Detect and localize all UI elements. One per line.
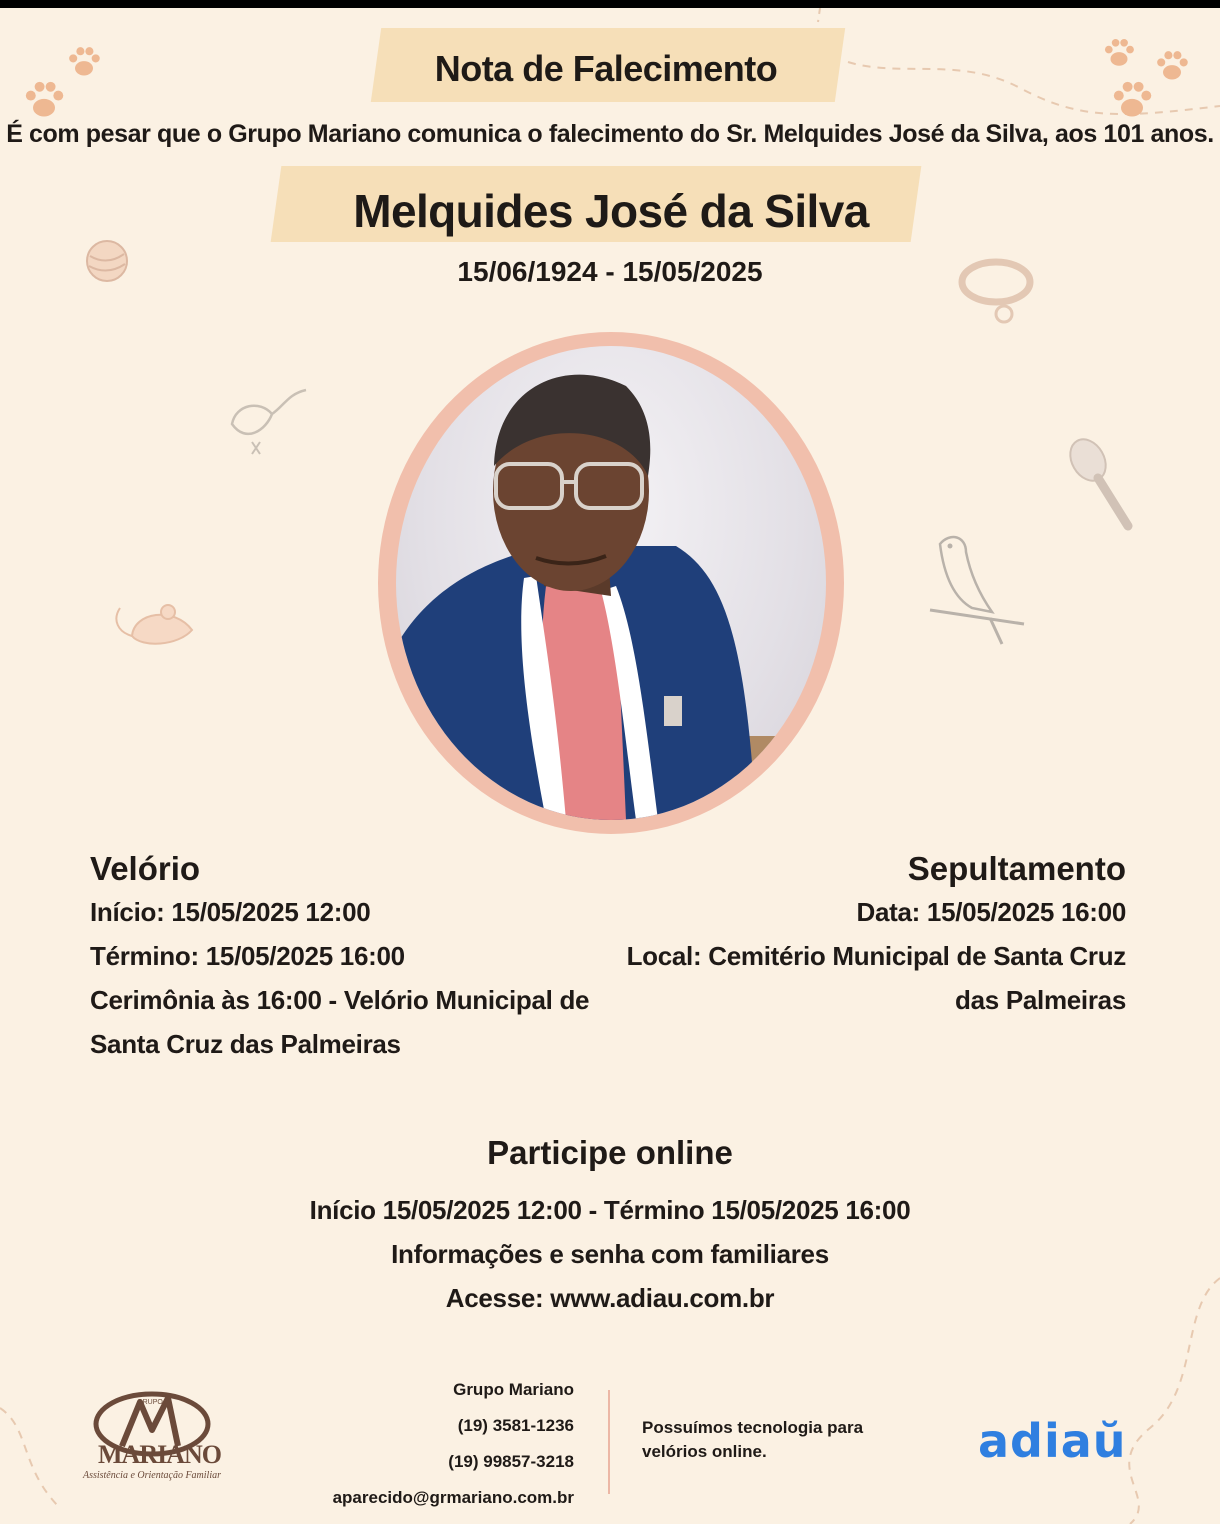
paw-print-icon: [1102, 36, 1136, 70]
online-info: Informações e senha com familiares: [391, 1239, 829, 1269]
online-title: Participe online: [487, 1134, 733, 1171]
adiau-logo: [978, 1410, 1158, 1480]
portrait-photo: [396, 346, 826, 820]
sepultamento-title: Sepultamento: [907, 850, 1126, 887]
parakeet-icon: [920, 528, 1030, 648]
footer-company: Grupo Mariano: [453, 1380, 574, 1399]
sepultamento-data: Data: 15/05/2025 16:00: [856, 897, 1126, 927]
footer-email[interactable]: aparecido@grmariano.com.br: [332, 1488, 574, 1507]
velorio-cerimonia-line-2: Santa Cruz das Palmeiras: [90, 1029, 401, 1059]
velorio-title: Velório: [90, 850, 201, 887]
online-access-link[interactable]: Acesse: www.adiau.com.br: [445, 1283, 775, 1313]
sepultamento-local-line-1: Local: Cemitério Municipal de Santa Cruz: [626, 941, 1126, 971]
portrait-illustration: [396, 346, 826, 820]
paw-print-icon: [1154, 48, 1190, 84]
online-periodo: Início 15/05/2025 12:00 - Término 15/05/2025 16:00: [309, 1195, 911, 1225]
brush-icon: [1066, 434, 1138, 534]
mariano-logo-subtitle: Assistência e Orientação Familiar: [82, 1470, 222, 1481]
deceased-name: Melquides José da Silva: [353, 185, 869, 237]
sepultamento-local-line-2: das Palmeiras: [955, 985, 1126, 1015]
mariano-logo-text: MARIANO: [98, 1440, 221, 1469]
mariano-logo-top-text: GRUPO: [137, 1399, 163, 1406]
paw-print-icon: [1110, 78, 1154, 122]
obituary-card: [0, 8, 1220, 1524]
page-title: Nota de Falecimento: [434, 48, 778, 89]
fish-icon: [226, 384, 312, 456]
adiau-logo-text: adiaŭ: [978, 1414, 1127, 1468]
footer-phone-1[interactable]: (19) 3581-1236: [457, 1416, 574, 1435]
mouse-toy-icon: [108, 596, 202, 652]
life-dates: 15/06/1924 - 15/05/2025: [457, 256, 763, 287]
paw-print-icon: [22, 78, 66, 122]
velorio-inicio: Início: 15/05/2025 12:00: [90, 897, 371, 927]
paw-print-icon: [66, 44, 102, 80]
intro-text: É com pesar que o Grupo Mariano comunica o falecimento do Sr. Melquides José da Silva, aos 101 anos.: [6, 120, 1214, 148]
velorio-cerimonia-line-1: Cerimônia às 16:00 - Velório Municipal de: [90, 985, 590, 1015]
velorio-termino: Término: 15/05/2025 16:00: [90, 941, 405, 971]
mariano-logo: [70, 1388, 230, 1488]
footer-tech-note: Possuímos tecnologia para velórios online.: [642, 1418, 864, 1461]
footer-divider: [608, 1390, 610, 1494]
footer-phone-2[interactable]: (19) 99857-3218: [448, 1452, 574, 1471]
